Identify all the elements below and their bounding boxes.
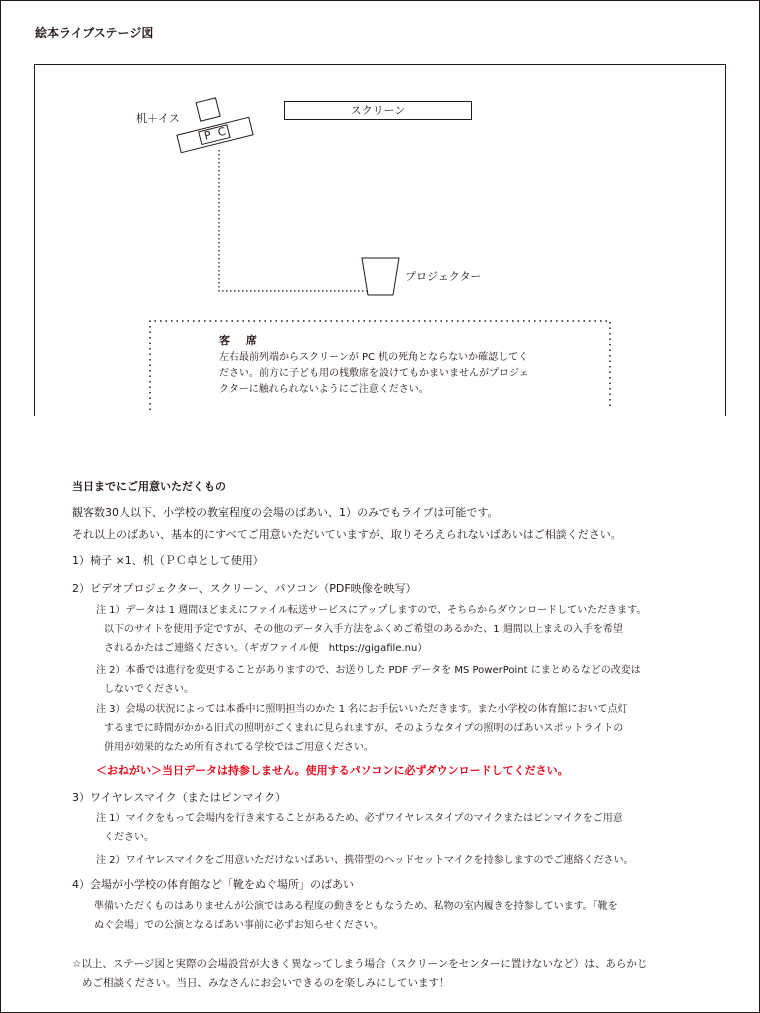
item-4-note — [94, 897, 618, 935]
item-4: 4）会場が小学校の体育館など「靴をぬぐ場所」のばあい — [72, 878, 354, 891]
prep-intro-line: 観客数30人以下、小学校の教室程度の会場のばあい、1）のみでもライブは可能です。 — [72, 506, 499, 519]
item-1: 1）椅子 ×1、机（ＰＣ卓として使用） — [72, 554, 264, 567]
screen-box — [284, 101, 472, 120]
item-3-note-2: 注 2）ワイヤレスマイクをご用意いただけないばあい、携帯型のヘッドセットマイクを持参しますのでご連絡ください。 — [96, 855, 634, 866]
projector-shape — [362, 258, 399, 295]
note-line: しないでください。 — [104, 684, 194, 695]
note-line: 注 3）会場の状況によっては本番中に照明担当のかた 1 名にお手伝いいただきます。また小学校の体育館において点灯 — [96, 704, 628, 715]
closing-line: めご相談ください。当日、みなさんにお会いできるのを楽しみにしています！ — [82, 977, 450, 989]
audience-note-line: ださい。前方に子ども用の桟敷席を設けてもかまいませんがプロジェ — [219, 368, 529, 379]
note-line: ぬぐ会場」での公演となるばあい事前に必ずお知らせください。 — [94, 920, 384, 931]
chair-shape — [196, 98, 220, 121]
item-3: 3）ワイヤレスマイク（またはピンマイク） — [72, 791, 287, 804]
item-2: 2）ビデオプロジェクター、スクリーン、パソコン（PDF映像を映写） — [72, 582, 417, 595]
closing-message — [72, 955, 647, 993]
note-line: 準備いただくものはありませんが公演ではある程度の動きをともなうため、私物の室内履きを持参しています。「靴を — [94, 901, 618, 912]
prep-heading: 当日までにご用意いただくもの — [72, 480, 226, 493]
pc-label: P C — [202, 124, 230, 143]
prep-intro-line: それ以上のばあい、基本的にすべてご用意いただいていますが、取りそろえられないばあいはご相談ください。 — [72, 528, 622, 541]
closing-line: ☆以上、ステージ図と実際の会場設営が大きく異なってしまう場合（スクリーンをセンターに置けないなど）は、あらかじ — [72, 958, 648, 970]
page-title: 絵本ライブステージ図 — [35, 26, 154, 40]
audience-title: 客 席 — [219, 334, 263, 347]
projector-label: プロジェクター — [405, 270, 482, 283]
audience-note — [219, 350, 559, 398]
note-line: 注 1）マイクをもって会場内を行き来することがあるため、必ずワイヤレスタイプのマイクまたはピンマイクをご用意 — [96, 813, 623, 824]
desk-label: 机＋イス — [136, 112, 180, 125]
item-2-note-3 — [96, 700, 627, 757]
download-warning: ＜おねがい＞当日データは持参しません。使用するパソコンに必ずダウンロードしてください。 — [96, 764, 569, 777]
audience-note-line: クターに触れられないようにご注意ください。 — [219, 384, 429, 395]
cable-line — [219, 150, 368, 291]
note-line: ください。 — [104, 832, 154, 843]
note-line: されるかたはご連絡ください。（ギガファイル便 https://gigafile.nu） — [104, 643, 428, 654]
note-line: するまでに時間がかかる旧式の照明がごくまれに見られますが、そのようなタイプの照明のばあいスポットライトの — [104, 723, 624, 734]
screen-label: スクリーン — [350, 104, 406, 117]
audience-note-line: 左右最前列端からスクリーンが PC 机の死角とならないか確認してく — [219, 352, 529, 363]
item-2-note-2 — [96, 661, 641, 699]
item-2-note-1 — [96, 601, 646, 658]
item-3-note-1 — [96, 809, 623, 847]
prep-intro — [72, 502, 712, 546]
note-line: 以下のサイトを使用予定ですが、その他のデータ入手方法をふくめご希望のあるかた、1 週間以上まえの入手を希望 — [104, 624, 623, 635]
note-line: 注 1）データは 1 週間ほどまえにファイル転送サービスにアップしますので、そちらからダウンロードしていただきます。 — [96, 605, 647, 616]
note-line: 注 2）本番では進行を変更することがありますので、お送りした PDF データを MS PowerPoint にまとめるなどの改変は — [96, 665, 641, 676]
note-line: 併用が効果的なため所有されてる学校ではご用意ください。 — [104, 742, 374, 753]
